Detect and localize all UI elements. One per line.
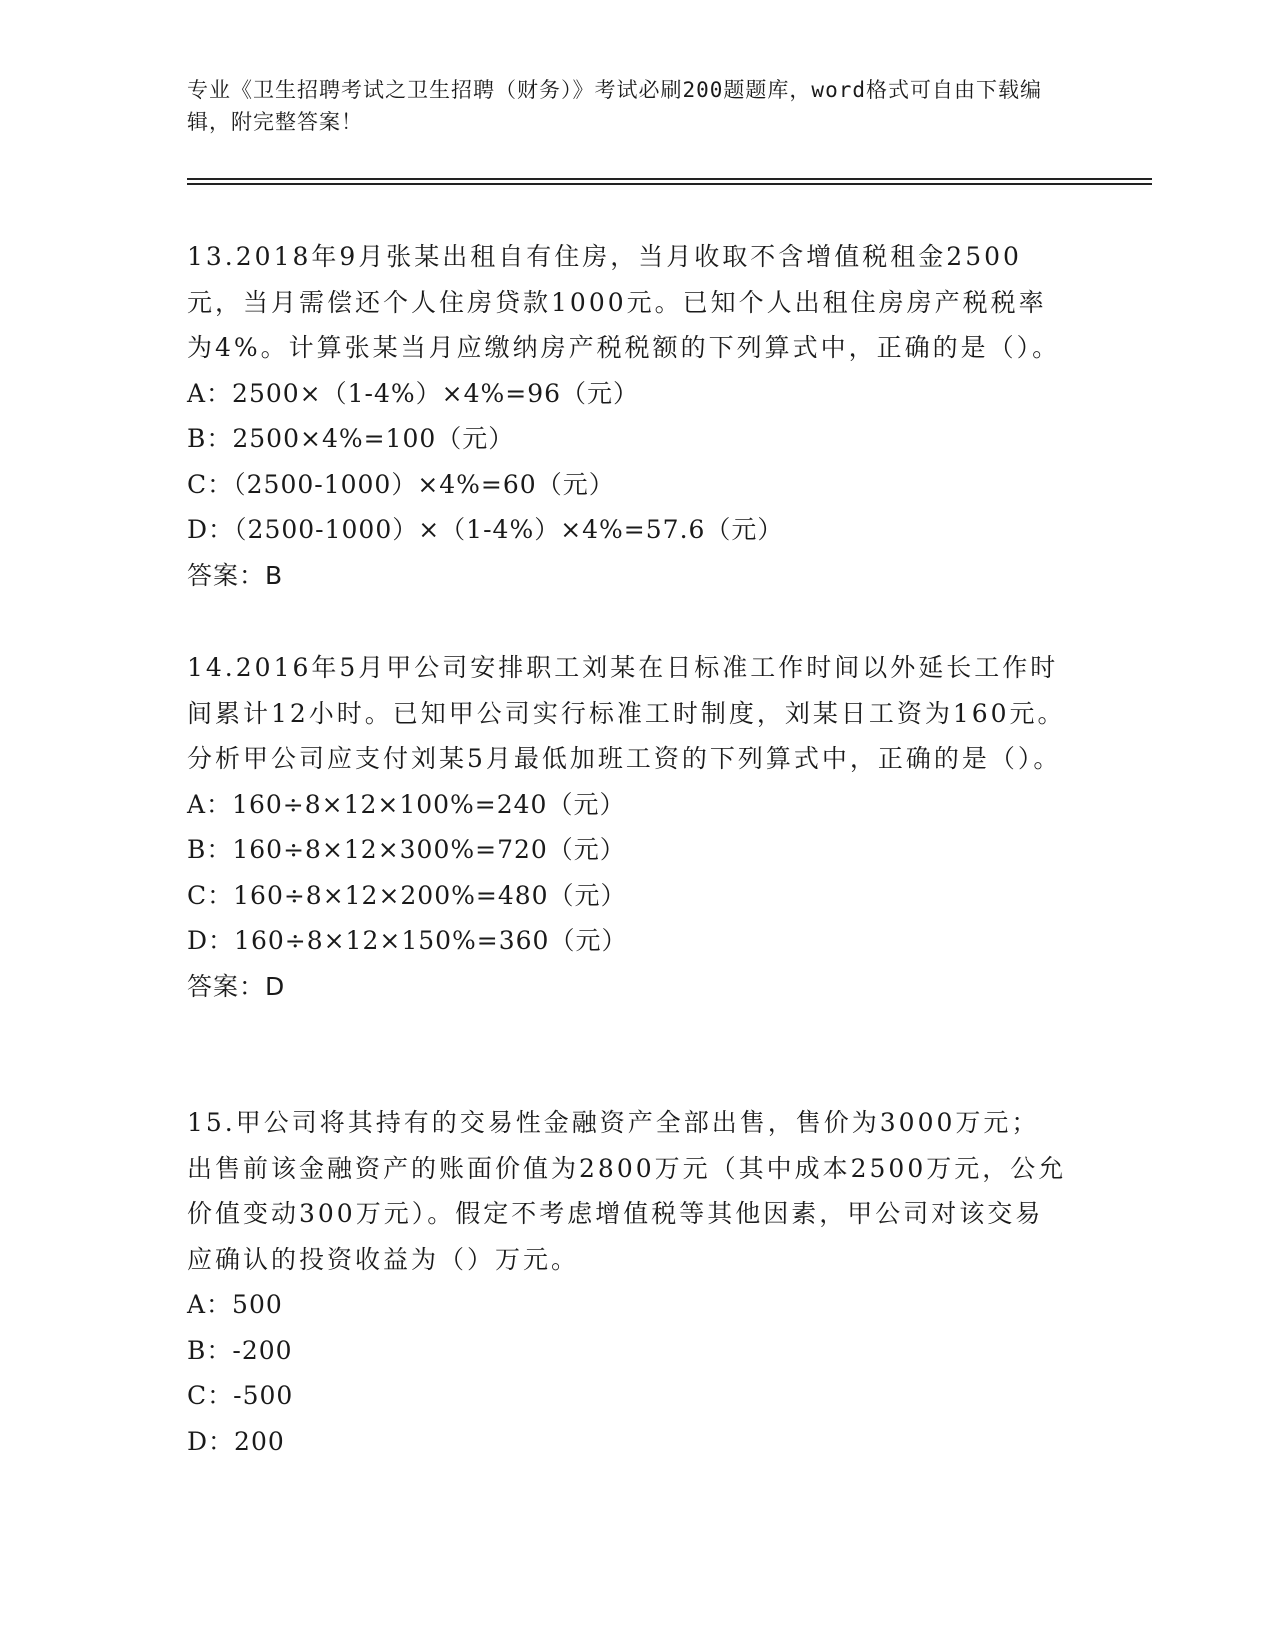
question-stem: 15.甲公司将其持有的交易性金融资产全部出售，售价为3000万元；出售前该金融资产的账面价值为2800万元（其中成本2500万元，公允价值变动300万元）。假定不考虑增值税等其他因素，甲公司对该交易应确认的投资收益为（）万元。: [187, 1108, 1067, 1274]
answer-line: 答案：B: [187, 560, 284, 590]
question-14: [187, 645, 1067, 1009]
option-d: D：（2500-1000）×（1-4%）×4%=57.6（元）: [187, 515, 784, 544]
question-15: [187, 1100, 1067, 1464]
question-stem: 13.2018年9月张某出租自有住房，当月收取不含增值税租金2500元，当月需偿还个人住房贷款1000元。已知个人出租住房房产税税率为4%。计算张某当月应缴纳房产税税额的下列算式中，正确的是（）。: [187, 242, 1061, 362]
header-divider-bottom: [187, 183, 1152, 185]
header-text: 专业《卫生招聘考试之卫生招聘（财务）》考试必刷200题题库，word格式可自由下载编辑，附完整答案！: [187, 78, 1042, 134]
option-b: B：160÷8×12×300%=720（元）: [187, 835, 626, 864]
answer-line: 答案：D: [187, 971, 286, 1001]
option-a: A：500: [187, 1290, 283, 1319]
option-a: A：2500×（1-4%）×4%=96（元）: [187, 378, 640, 408]
question-13: [187, 234, 1067, 598]
question-stem: 14.2016年5月甲公司安排职工刘某在日标准工作时间以外延长工作时间累计12小时。已知甲公司实行标准工时制度，刘某日工资为160元。分析甲公司应支付刘某5月最低加班工资的下列算式中，正确的是（）。: [187, 653, 1066, 773]
header-divider-top: [187, 178, 1152, 180]
option-c: C：（2500-1000）×4%=60（元）: [187, 469, 615, 499]
option-a: A：160÷8×12×100%=240（元）: [187, 789, 626, 819]
option-b: B：2500×4%=100（元）: [187, 424, 515, 453]
option-d: D：160÷8×12×150%=360（元）: [187, 926, 628, 955]
option-d: D：200: [187, 1426, 285, 1456]
option-c: C：160÷8×12×200%=480（元）: [187, 880, 627, 910]
option-c: C：-500: [187, 1381, 294, 1410]
option-b: B：-200: [187, 1335, 293, 1365]
document-header: [187, 74, 1067, 138]
